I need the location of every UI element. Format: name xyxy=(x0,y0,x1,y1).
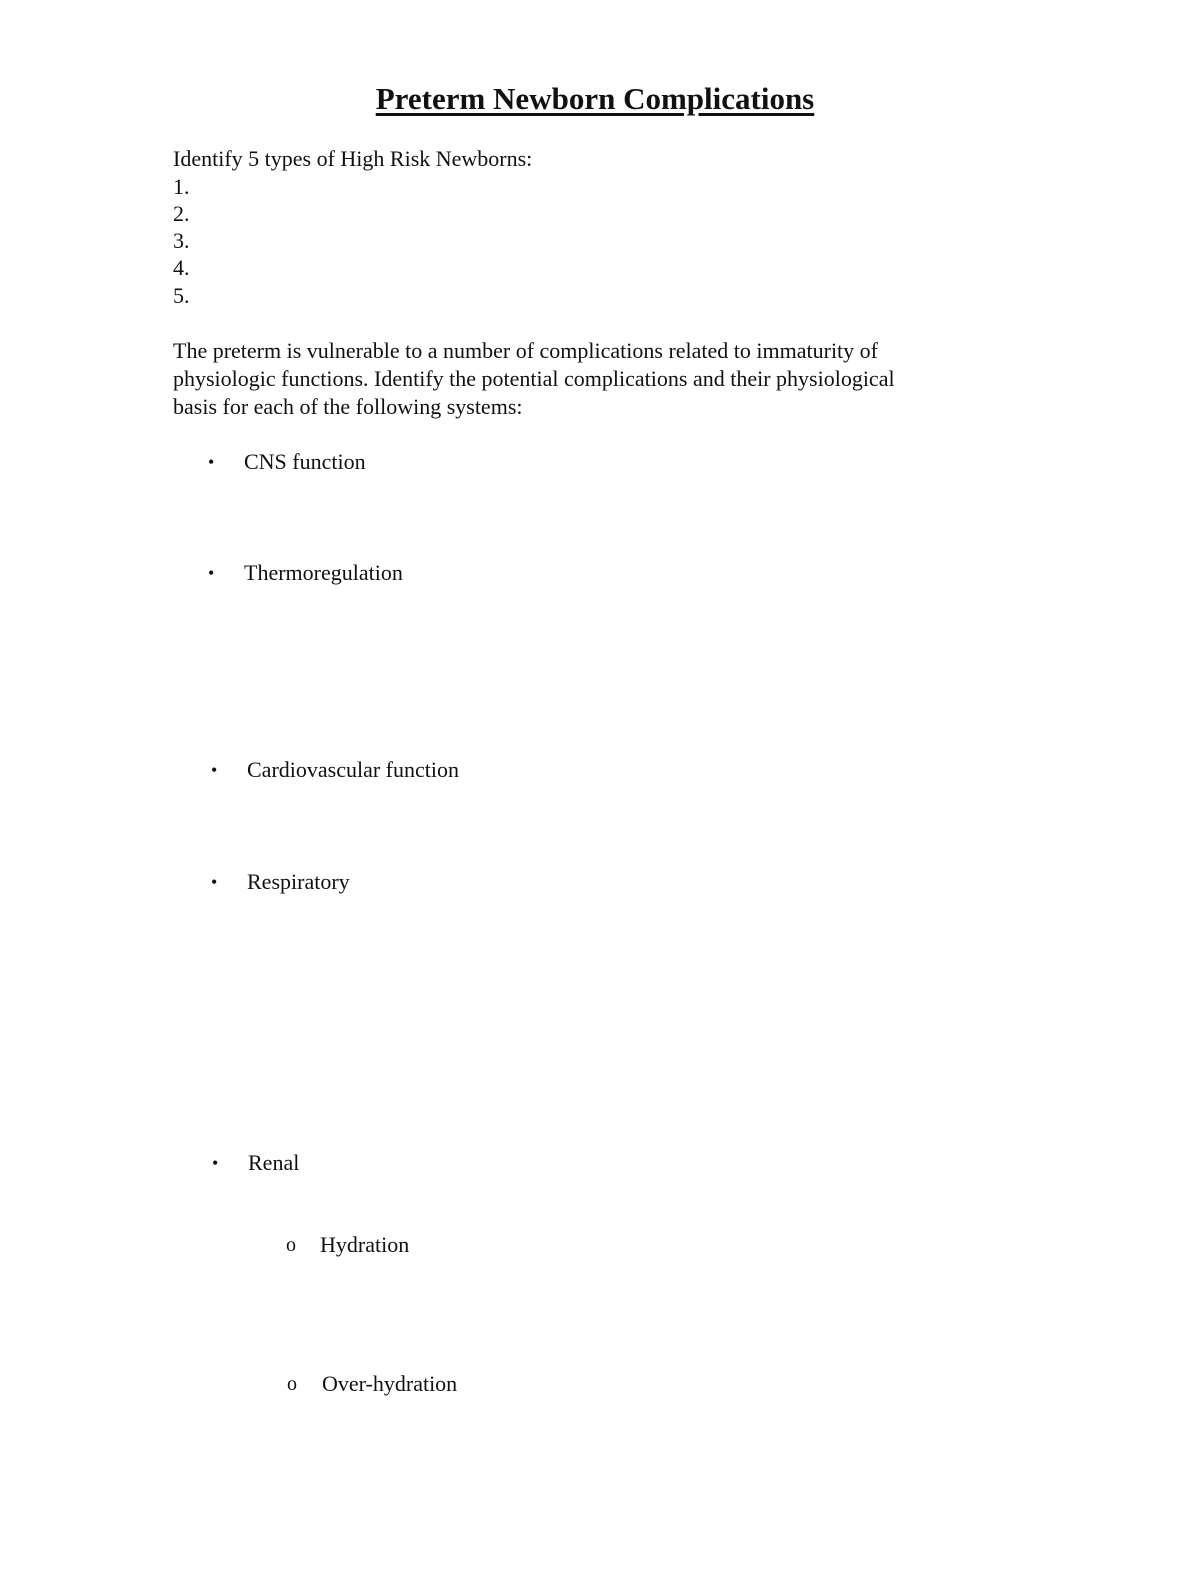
circle-bullet-icon: o xyxy=(287,1373,297,1395)
list-number-1: 1. xyxy=(173,174,190,199)
list-number-2: 2. xyxy=(173,201,190,226)
bullet-icon: • xyxy=(211,872,218,892)
bullet-icon: • xyxy=(212,1153,219,1173)
bullet-label: CNS function xyxy=(244,449,366,474)
list-number-5: 5. xyxy=(173,283,190,308)
bullet-icon: • xyxy=(211,760,218,780)
page-title: Preterm Newborn Complications xyxy=(375,81,815,116)
sub-item-label: Over-hydration xyxy=(322,1371,458,1396)
sub-item-label: Hydration xyxy=(320,1232,410,1257)
prompt-high-risk-types: Identify 5 types of High Risk Newborns: xyxy=(173,146,533,171)
list-number-4: 4. xyxy=(173,255,190,280)
paragraph-line: The preterm is vulnerable to a number of complications related to immaturity of xyxy=(173,338,878,363)
circle-bullet-icon: o xyxy=(286,1234,296,1256)
intro-paragraph xyxy=(173,337,1023,421)
bullet-icon: • xyxy=(208,452,215,472)
paragraph-line: physiologic functions. Identify the potential complications and their physiological xyxy=(173,366,895,391)
bullet-label: Respiratory xyxy=(247,869,350,894)
bullet-label: Thermoregulation xyxy=(244,560,403,585)
list-number-3: 3. xyxy=(173,228,190,253)
bullet-label: Renal xyxy=(248,1150,300,1175)
bullet-label: Cardiovascular function xyxy=(247,757,459,782)
paragraph-line: basis for each of the following systems: xyxy=(173,394,523,419)
bullet-icon: • xyxy=(208,563,215,583)
